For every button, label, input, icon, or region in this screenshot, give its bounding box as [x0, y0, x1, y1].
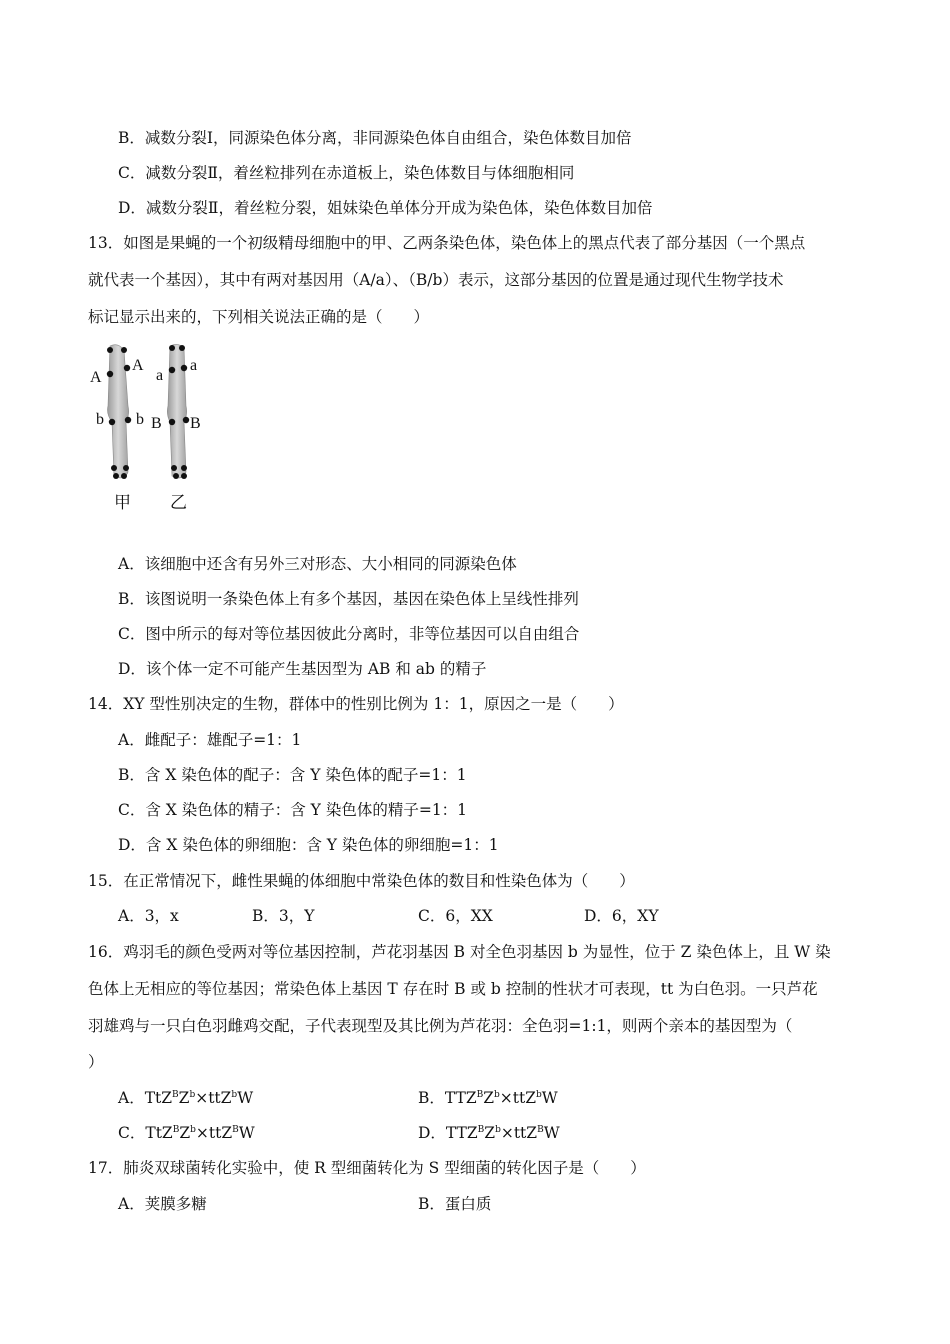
- q17-option-b: B．蛋白质: [418, 1195, 492, 1213]
- q13-stem-line2: 就代表一个基因），其中有两对基因用（A/a）、（B/b）表示，这部分基因的位置是通过现代生物学技术: [88, 271, 784, 289]
- q17-stem: 17．肺炎双球菌转化实验中，使 R 型细菌转化为 S 型细菌的转化因子是（ ）: [88, 1159, 646, 1177]
- gene-label-b-left: b: [96, 411, 104, 428]
- q13-stem-line1: 13．如图是果蝇的一个初级精母细胞中的甲、乙两条染色体，染色体上的黑点代表了部分基因（一个黑点: [88, 234, 806, 252]
- gene-label-B-right: B: [190, 415, 201, 432]
- q14-option-c: C．含 X 染色体的精子：含 Y 染色体的精子=1：1: [118, 801, 468, 819]
- gene-label-B-left: B: [151, 415, 162, 432]
- q16-stem-line1: 16．鸡羽毛的颜色受两对等位基因控制，芦花羽基因 B 对全色羽基因 b 为显性，位于 Z 染色体上，且 W 染: [88, 943, 831, 961]
- q12-option-b: B．减数分裂Ⅰ，同源染色体分离，非同源染色体自由组合，染色体数目加倍: [118, 129, 632, 147]
- q16-option-c: C．$TtZ^BZ^b\times ttZ^BW$: [118, 1124, 255, 1142]
- q12-option-c: C．减数分裂Ⅱ，着丝粒排列在赤道板上，染色体数目与体细胞相同: [118, 164, 575, 182]
- chromosome-label-jia: 甲: [114, 493, 131, 513]
- q15-option-c: C．6，XX: [418, 907, 493, 925]
- gene-label-A-right: A: [132, 357, 144, 374]
- q16-option-a: A．$TtZ^BZ^b\times ttZ^bW$: [118, 1089, 254, 1107]
- q12-option-d: D．减数分裂Ⅱ，着丝粒分裂，姐妹染色单体分开成为染色体，染色体数目加倍: [118, 199, 653, 217]
- q15-stem: 15．在正常情况下，雌性果蝇的体细胞中常染色体的数目和性染色体为（ ）: [88, 872, 635, 890]
- q14-option-a: A．雌配子：雄配子=1：1: [118, 731, 302, 749]
- q13-option-d: D．该个体一定不可能产生基因型为 AB 和 ab 的精子: [118, 660, 487, 678]
- q16-option-b: B．$TTZ^BZ^b\times ttZ^bW$: [418, 1089, 558, 1107]
- q13-option-c: C．图中所示的每对等位基因彼此分离时，非等位基因可以自由组合: [118, 625, 580, 643]
- q16-option-d: D．$TTZ^BZ^b\times ttZ^BW$: [418, 1124, 560, 1142]
- gene-label-b-right: b: [136, 411, 144, 428]
- q13-stem-line3: 标记显示出来的，下列相关说法正确的是（ ）: [88, 308, 430, 326]
- q13-option-b: B．该图说明一条染色体上有多个基因，基因在染色体上呈线性排列: [118, 590, 579, 608]
- q14-option-d: D．含 X 染色体的卵细胞：含 Y 染色体的卵细胞=1：1: [118, 836, 499, 854]
- q15-option-a: A．3，x: [118, 907, 179, 925]
- q16-stem-line3: 羽雄鸡与一只白色羽雌鸡交配，子代表现型及其比例为芦花羽：全色羽=1:1，则两个亲本的基因型为（: [88, 1017, 793, 1035]
- q16-stem-line4: ）: [88, 1053, 104, 1071]
- chromosome-jia: [108, 345, 129, 478]
- q16-stem-line2: 色体上无相应的等位基因；常染色体上基因 T 存在时 B 或 b 控制的性状才可表现，tt 为白色羽。一只芦花: [88, 980, 818, 998]
- q14-stem: 14．XY 型性别决定的生物，群体中的性别比例为 1：1，原因之一是（ ）: [88, 695, 624, 713]
- gene-label-a-left: a: [156, 367, 164, 384]
- q17-option-a: A．荚膜多糖: [118, 1195, 207, 1213]
- q14-option-b: B．含 X 染色体的配子：含 Y 染色体的配子=1：1: [118, 766, 467, 784]
- gene-label-a-right: a: [190, 357, 198, 374]
- chromosome-label-yi: 乙: [170, 493, 187, 513]
- q15-option-d: D．6，XY: [584, 907, 659, 925]
- chromosome-figure: [84, 336, 224, 516]
- gene-label-A-left: A: [90, 369, 102, 386]
- q15-option-b: B．3，Y: [252, 907, 315, 925]
- chromosome-yi: [167, 344, 186, 478]
- q13-option-a: A．该细胞中还含有另外三对形态、大小相同的同源染色体: [118, 555, 517, 573]
